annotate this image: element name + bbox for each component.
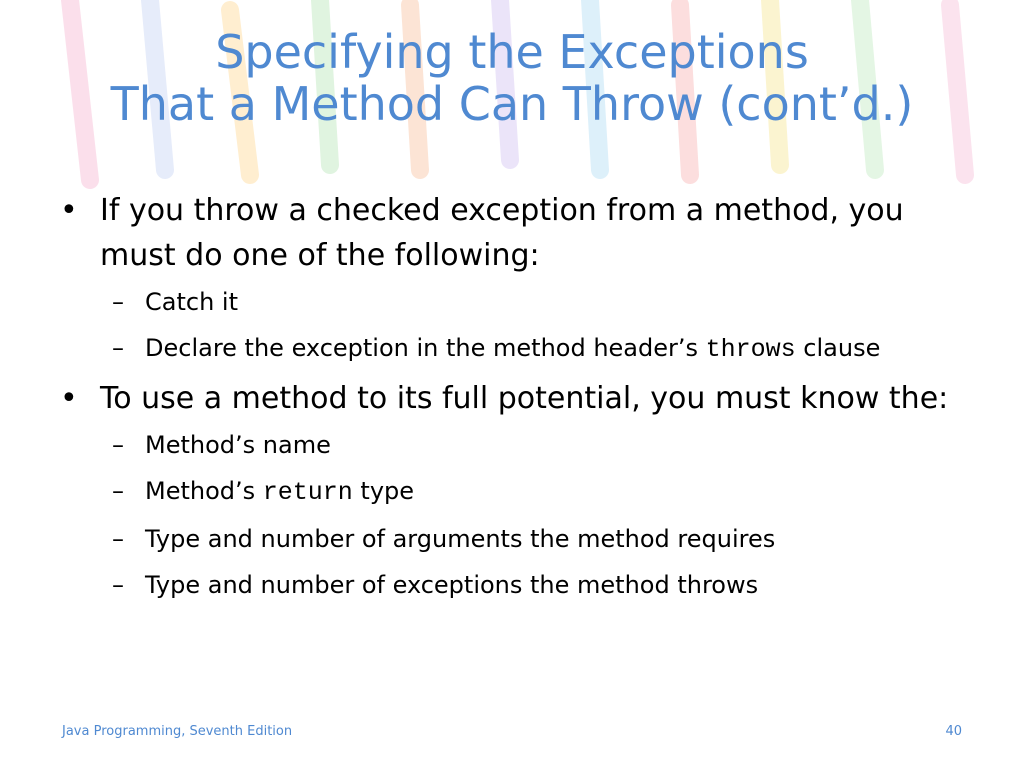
footer-book-title: Java Programming, Seventh Edition	[62, 724, 293, 739]
sub-bullet-marker: –	[112, 288, 124, 316]
sub-bullet-text-before: Method’s	[145, 477, 263, 505]
sub-bullet-marker: –	[112, 334, 124, 362]
slide-body	[56, 188, 976, 611]
bullet-text: To use a method to its full potential, you must know the:	[100, 381, 949, 416]
bullet-item	[56, 376, 976, 421]
footer-page-number: 40	[945, 724, 962, 739]
sub-bullet-marker: –	[112, 525, 124, 553]
title-line-2: That a Method Can Throw (cont’d.)	[110, 77, 914, 131]
sub-bullet-marker: –	[112, 571, 124, 599]
sub-bullet-text-before: Declare the exception in the method header’s	[145, 334, 706, 362]
sub-bullet-item	[56, 328, 976, 370]
sub-bullet-text-after: type	[352, 477, 415, 505]
sub-bullet-item	[56, 425, 976, 465]
code-keyword: throws	[705, 335, 796, 364]
sub-bullet-text: Type and number of exceptions the method throws	[145, 571, 759, 599]
bullet-text: If you throw a checked exception from a method, you must do one of the following:	[100, 193, 904, 273]
sub-bullet-item	[56, 471, 976, 513]
sub-bullet-item	[56, 282, 976, 322]
bullet-marker: •	[60, 381, 78, 416]
sub-bullet-marker: –	[112, 431, 124, 459]
bullet-item	[56, 188, 976, 278]
bullet-marker: •	[60, 193, 78, 228]
code-keyword: return	[262, 478, 353, 507]
sub-bullet-item	[56, 519, 976, 559]
slide-title	[40, 26, 984, 130]
sub-bullet-item	[56, 565, 976, 605]
title-line-1: Specifying the Exceptions	[215, 25, 809, 79]
sub-bullet-text: Catch it	[145, 288, 238, 316]
sub-bullet-text: Method’s name	[145, 431, 331, 459]
sub-bullet-marker: –	[112, 477, 124, 505]
sub-bullet-text-after: clause	[795, 334, 881, 362]
sub-bullet-text: Type and number of arguments the method requires	[145, 525, 776, 553]
